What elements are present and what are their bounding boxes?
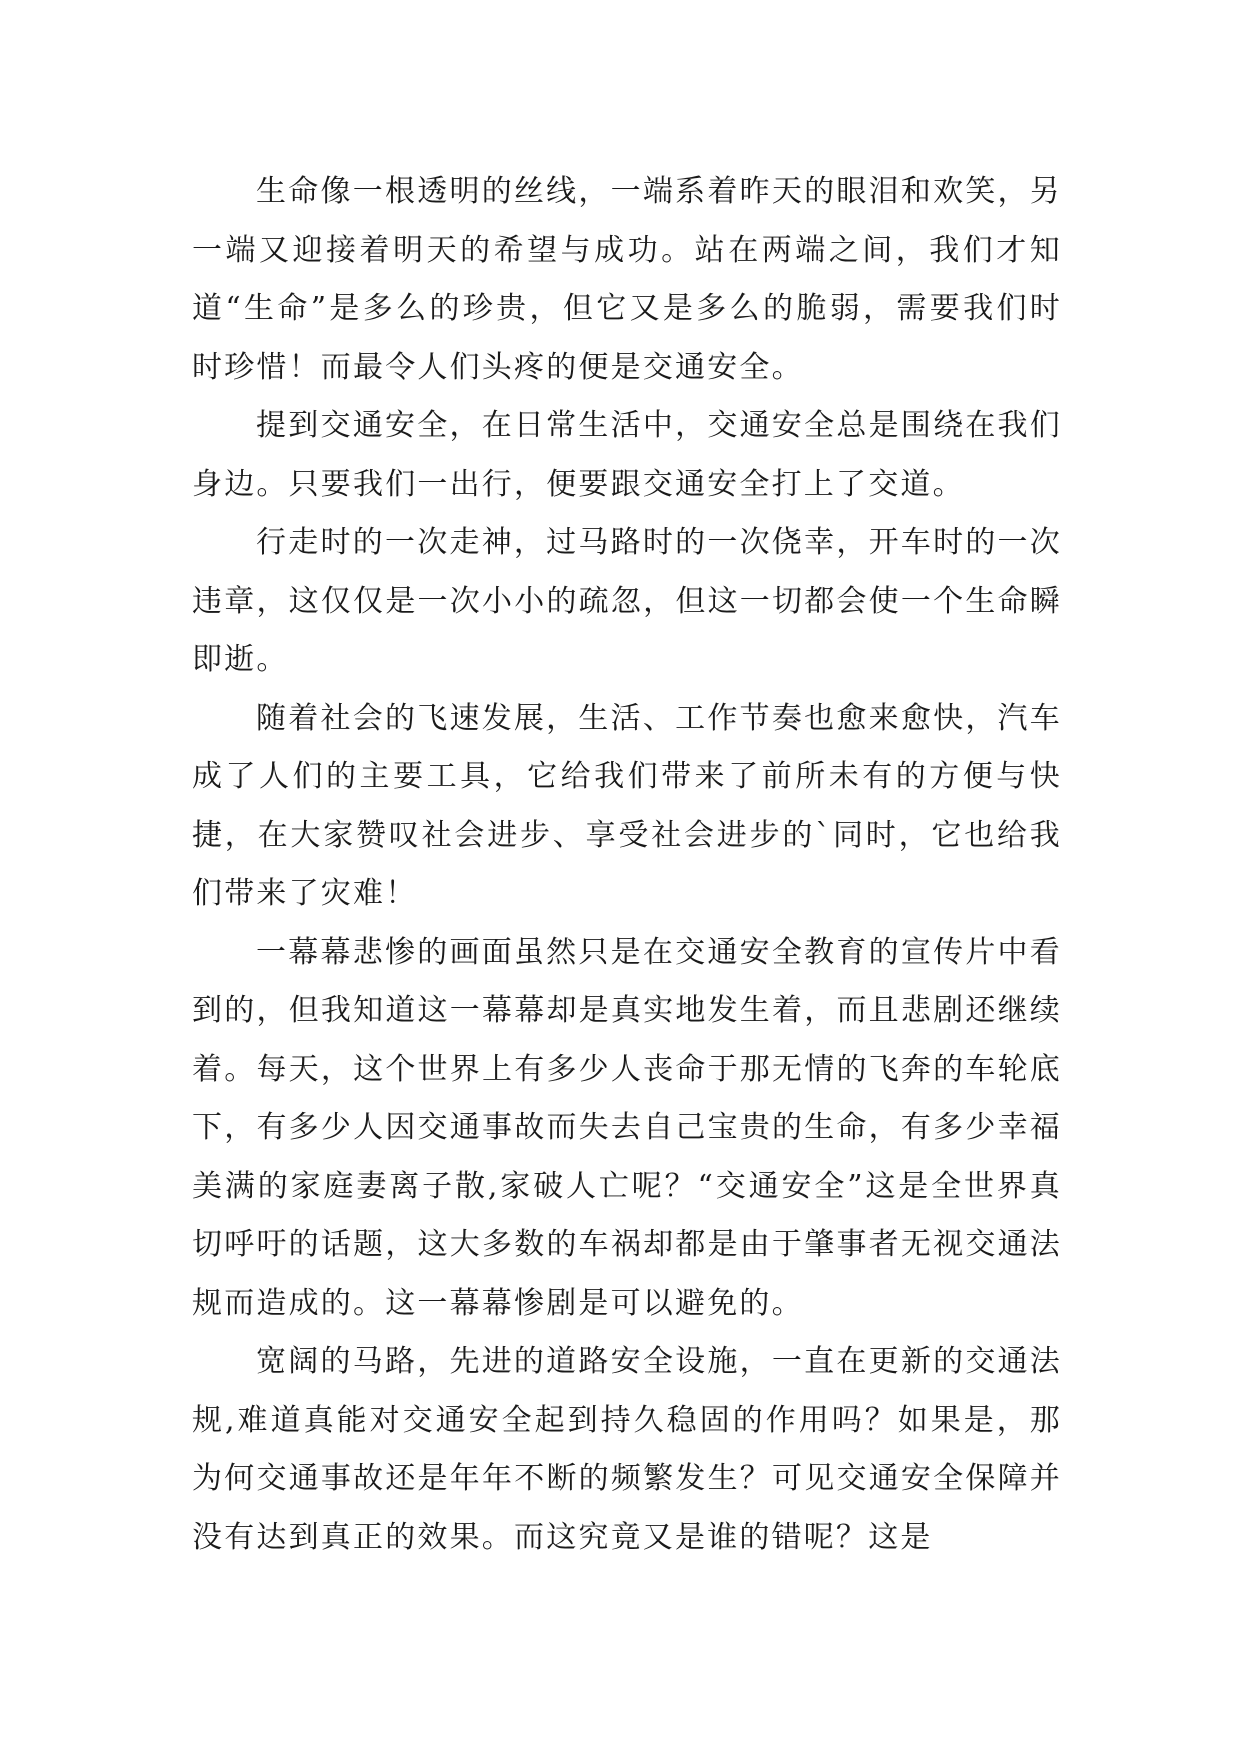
paragraph-5: 一幕幕悲惨的画面虽然只是在交通安全教育的宣传片中看到的，但我知道这一幕幕却是真实地发生着，而且悲剧还继续着。每天，这个世界上有多少人丧命于那无情的飞奔的车轮底下，有多少人因交通事故而失去自己宝贵的生命，有多少幸福美满的家庭妻离子散,家破人亡呢？“交通安全”这是全世界真切呼吁的话题，这大多数的车祸却都是由于肇事者无视交通法规而造成的。这一幕幕惨剧是可以避免的。 — [192, 934, 1062, 1321]
paragraph-1: 生命像一根透明的丝线，一端系着昨天的眼泪和欢笑，另一端又迎接着明天的希望与成功。站在两端之间，我们才知道“生命”是多么的珍贵，但它又是多么的脆弱，需要我们时时珍惜！而最令人们头疼的便是交通安全。 — [192, 174, 1062, 385]
paragraph-3: 行走时的一次走神，过马路时的一次侥幸，开车时的一次违章，这仅仅是一次小小的疏忽，但这一切都会使一个生命瞬即逝。 — [192, 525, 1062, 677]
paragraph-6: 宽阔的马路，先进的道路安全设施，一直在更新的交通法规,难道真能对交通安全起到持久稳固的作用吗？如果是，那为何交通事故还是年年不断的频繁发生？可见交通安全保障并没有达到真正的效果。而这究竟又是谁的错呢？这是 — [192, 1344, 1062, 1555]
paragraph-2: 提到交通安全，在日常生活中，交通安全总是围绕在我们身边。只要我们一出行，便要跟交通安全打上了交道。 — [192, 408, 1062, 502]
document-body — [192, 163, 1062, 1567]
paragraph-4: 随着社会的飞速发展，生活、工作节奏也愈来愈快，汽车成了人们的主要工具，它给我们带来了前所未有的方便与快捷，在大家赞叹社会进步、享受社会进步的`同时，它也给我们带来了灾难！ — [192, 700, 1062, 911]
